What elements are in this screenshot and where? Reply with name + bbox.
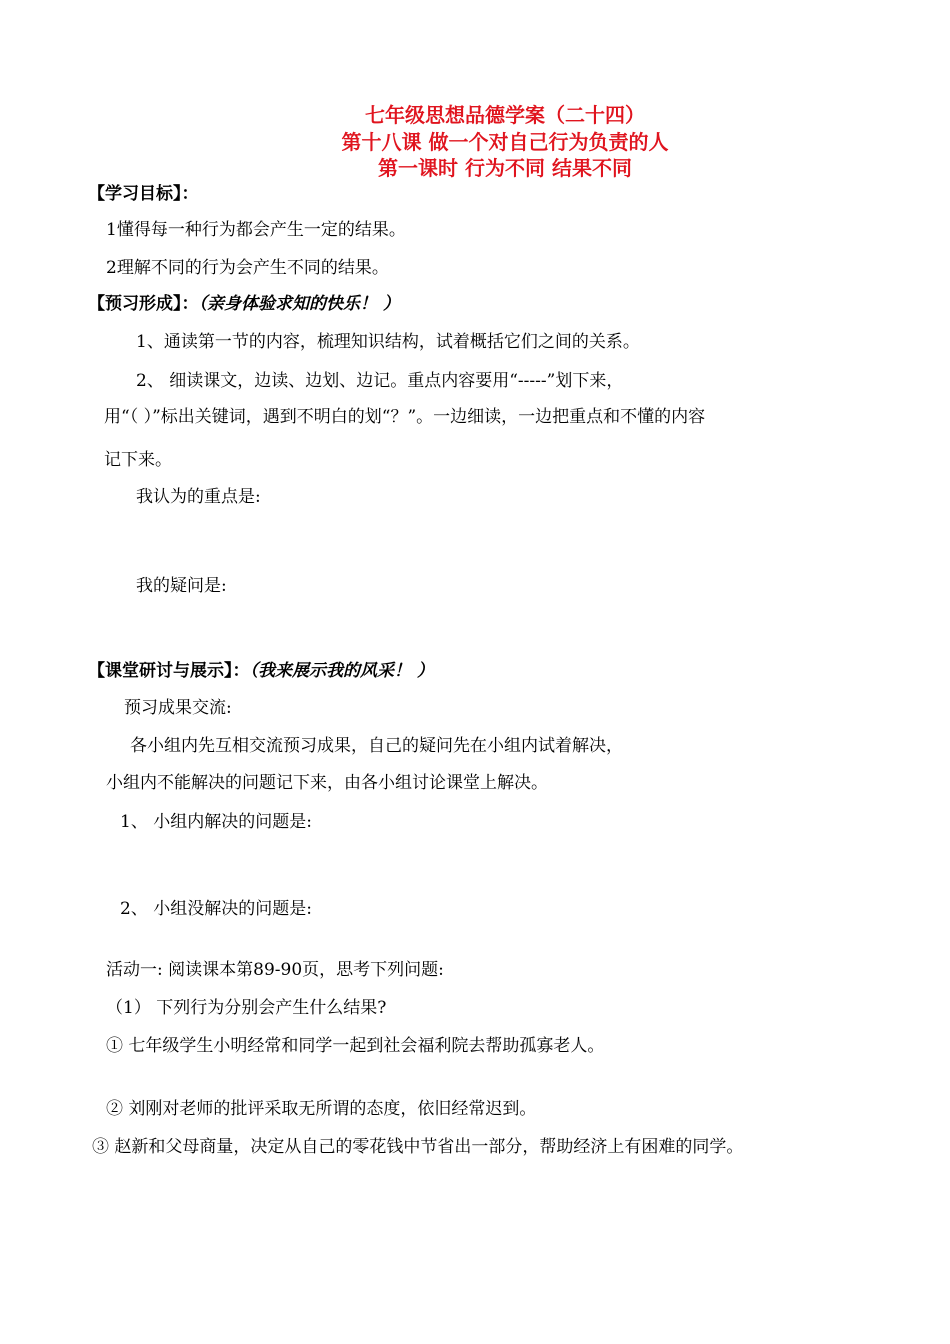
classroom-heading: 【课堂研讨与展示】： <box>88 661 250 681</box>
preview-heading: 【预习形成】： <box>88 294 199 314</box>
key-points-label: 我认为的重点是: <box>136 487 261 507</box>
activity1-case3: ③ 赵新和父母商量，决定从自己的零花钱中节省出一部分，帮助经济上有困难的同学。 <box>92 1137 744 1157</box>
classroom-hint: （我来展示我的风采！ ） <box>249 661 434 681</box>
exchange-label: 预习成果交流: <box>124 698 232 718</box>
group-solved-label: 1、 小组内解决的问题是: <box>120 812 312 832</box>
classroom-heading-row <box>88 660 434 682</box>
activity1-sub1: （1） 下列行为分别会产生什么结果? <box>106 998 387 1018</box>
doc-title-line3: 第一课时 行为不同 结果不同 <box>378 156 632 180</box>
activity1-title: 活动一: 阅读课本第89-90页，思考下列问题: <box>106 960 444 980</box>
exchange-desc-b: 小组内不能解决的问题记下来，由各小组讨论课堂上解决。 <box>106 773 548 793</box>
preview-heading-row <box>88 293 400 315</box>
preview-step-2c: 记下来。 <box>104 450 172 470</box>
preview-hint: （亲身体验求知的快乐！ ） <box>198 294 400 314</box>
activity1-case2: ② 刘刚对老师的批评采取无所谓的态度，依旧经常迟到。 <box>106 1099 537 1119</box>
preview-step-2a: 2、 细读课文，边读、边划、边记。重点内容要用“-----”划下来， <box>136 371 624 391</box>
goals-heading: 【学习目标】： <box>88 184 199 204</box>
goal-item-1: 1懂得每一种行为都会产生一定的结果。 <box>106 220 406 240</box>
doc-title-line1: 七年级思想品德学案（二十四） <box>365 103 645 127</box>
preview-step-1: 1、通读第一节的内容，梳理知识结构，试着概括它们之间的关系。 <box>136 332 640 352</box>
activity1-case1: ① 七年级学生小明经常和同学一起到社会福利院去帮助孤寡老人。 <box>106 1036 605 1056</box>
my-questions-label: 我的疑问是: <box>136 576 227 596</box>
group-unsolved-label: 2、 小组没解决的问题是: <box>120 899 312 919</box>
preview-step-2b: 用“（ ）”标出关键词，遇到不明白的划“？”。一边细读，一边把重点和不懂的内容 <box>104 407 706 427</box>
exchange-desc-a: 各小组内先互相交流预习成果，自己的疑问先在小组内试着解决， <box>130 736 623 756</box>
goal-item-2: 2理解不同的行为会产生不同的结果。 <box>106 258 389 278</box>
doc-title-line2: 第十八课 做一个对自己行为负责的人 <box>341 130 669 154</box>
